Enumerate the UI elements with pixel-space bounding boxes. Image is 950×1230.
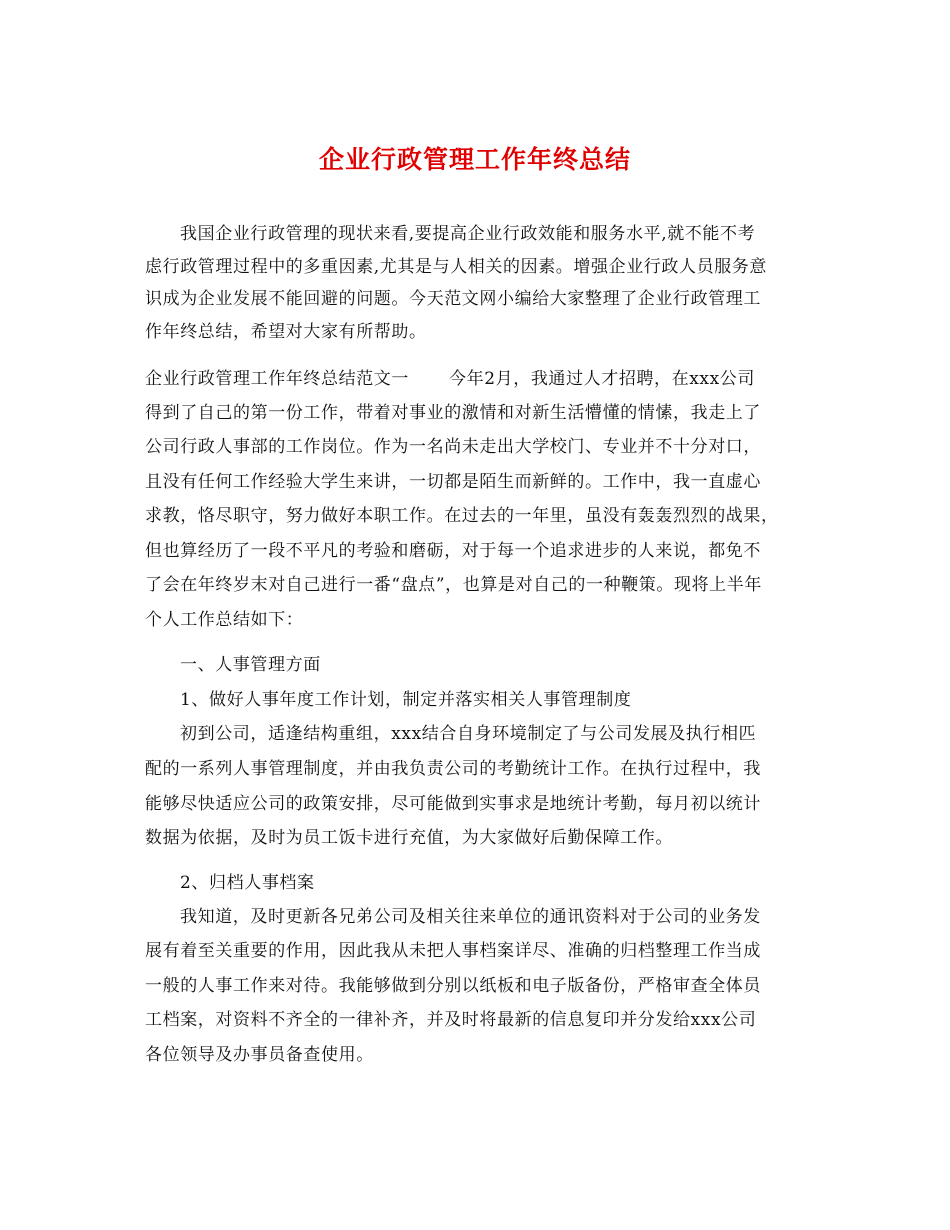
paragraph-line: 初到公司，适逢结构重组，xxx结合自身环境制定了与公司发展及执行相匹 bbox=[180, 724, 757, 744]
document-title: 企业行政管理工作年终总结 bbox=[318, 145, 631, 174]
paragraph-line: 得到了自己的第一份工作，带着对事业的激情和对新生活懵懂的情愫，我走上了 bbox=[145, 403, 761, 423]
paragraph-line: 能够尽快适应公司的政策安排，尽可能做到实事求是地统计考勤，每月初以统计 bbox=[145, 794, 761, 814]
paragraph-line: 各位领导及办事员备查使用。 bbox=[145, 1045, 374, 1065]
section-heading: 一、人事管理方面 bbox=[180, 655, 321, 675]
paragraph-line: 展有着至关重要的作用，因此我从未把人事档案详尽、准确的归档整理工作当成 bbox=[145, 941, 761, 961]
paragraph-line bbox=[145, 367, 825, 391]
paragraph-text: 今年2月，我通过人才招聘，在xxx公司 bbox=[449, 369, 755, 389]
paragraph-line: 虑行政管理过程中的多重因素,尤其是与人相关的因素。增强企业行政人员服务意 bbox=[145, 257, 768, 277]
paragraph-line: 但也算经历了一段不平凡的考验和磨砺，对于每一个追求进步的人来说，都免不 bbox=[145, 541, 761, 561]
paragraph-line: 工档案，对资料不齐全的一律补齐，并及时将最新的信息复印并分发给xxx公司 bbox=[145, 1010, 757, 1030]
paragraph-line: 且没有任何工作经验大学生来讲，一切都是陌生而新鲜的。工作中，我一直虚心 bbox=[145, 472, 761, 492]
paragraph-line: 求教，恪尽职守，努力做好本职工作。在过去的一年里，虽没有轰轰烈烈的战果， bbox=[145, 506, 779, 526]
subsection-heading: 1、做好人事年度工作计划，制定并落实相关人事管理制度 bbox=[180, 690, 632, 710]
section-heading: 企业行政管理工作年终总结范文一 bbox=[145, 369, 409, 389]
paragraph-line: 我国企业行政管理的现状来看,要提高企业行政效能和服务水平,就不能不考 bbox=[180, 224, 756, 244]
paragraph-line: 个人工作总结如下： bbox=[145, 610, 304, 630]
paragraph-line: 识成为企业发展不能回避的问题。今天范文网小编给大家整理了企业行政管理工 bbox=[145, 289, 761, 309]
paragraph-line: 作年终总结，希望对大家有所帮助。 bbox=[145, 322, 427, 342]
paragraph-line: 我知道，及时更新各兄弟公司及相关往来单位的通讯资料对于公司的业务发 bbox=[180, 907, 761, 927]
paragraph-line: 数据为依据，及时为员工饭卡进行充值，为大家做好后勤保障工作。 bbox=[145, 828, 673, 848]
subsection-heading: 2、归档人事档案 bbox=[180, 873, 315, 893]
paragraph-line: 公司行政人事部的工作岗位。作为一名尚未走出大学校门、专业并不十分对口， bbox=[145, 437, 761, 457]
paragraph-line: 配的一系列人事管理制度，并由我负责公司的考勤统计工作。在执行过程中，我 bbox=[145, 759, 761, 779]
paragraph-line: 一般的人事工作来对待。我能够做到分别以纸板和电子版备份，严格审查全体员 bbox=[145, 976, 761, 996]
paragraph-line: 了会在年终岁末对自己进行一番“盘点”，也算是对自己的一种鞭策。现将上半年 bbox=[145, 575, 762, 595]
